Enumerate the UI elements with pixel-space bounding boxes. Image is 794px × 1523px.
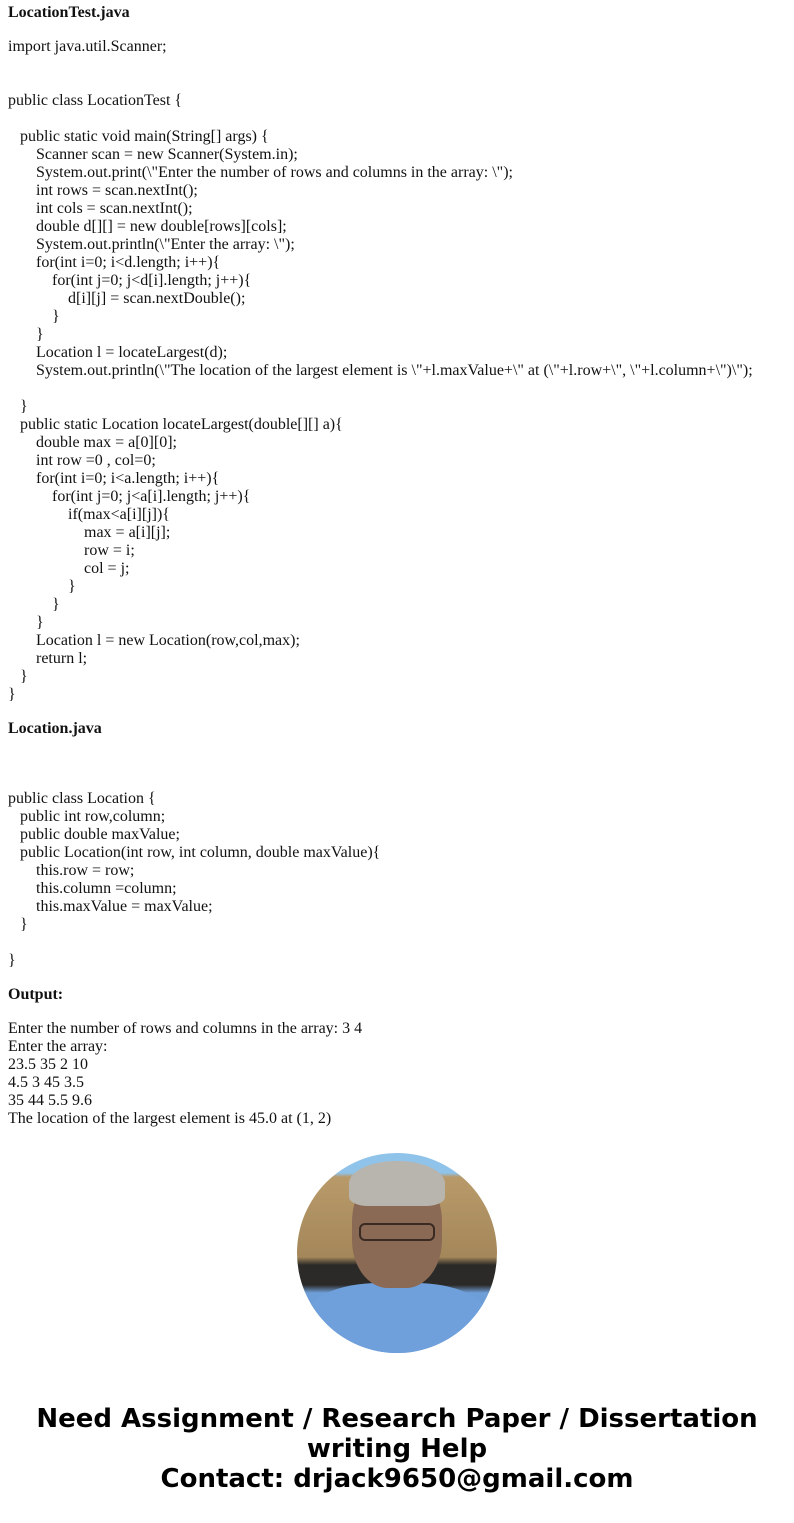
text-line (8, 56, 786, 74)
text-line: public double maxValue; (8, 826, 180, 843)
text-line (8, 380, 786, 398)
text-line: public static Location locateLargest(double[][] a){ (8, 416, 343, 433)
text-line: row = i; (8, 542, 135, 559)
avatar-shirt (307, 1283, 487, 1353)
text-line: 23.5 35 2 10 (8, 1056, 88, 1073)
avatar-glasses (359, 1223, 435, 1241)
text-line: import java.util.Scanner; (8, 38, 167, 55)
file-title-location: Location.java (8, 720, 102, 737)
text-line: int row =0 , col=0; (8, 452, 156, 469)
text-line: Enter the array: (8, 1038, 108, 1055)
output-title: Output: (8, 986, 64, 1003)
text-line: } (8, 952, 16, 969)
text-line: System.out.println(\"The location of the largest element is \"+l.maxValue+\" at (\"+l.row+\", \"+l.column+\")\"); (8, 362, 753, 379)
promo-line-1: Need Assignment / Research Paper / Dissertation (36, 1404, 758, 1434)
text-line: int rows = scan.nextInt(); (8, 182, 198, 199)
text-line: for(int i=0; i<d.length; i++){ (8, 254, 221, 271)
promo-line-2: writing Help (306, 1434, 488, 1464)
avatar (297, 1153, 497, 1353)
text-line: this.row = row; (8, 862, 135, 879)
text-line: } (8, 308, 60, 325)
text-line: } (8, 578, 76, 595)
text-line: } (8, 614, 44, 631)
promo-contact: Contact: drjack9650@gmail.com (160, 1464, 634, 1494)
text-line: public class LocationTest { (8, 92, 183, 109)
file-title-locationtest: LocationTest.java (8, 4, 130, 21)
text-line (8, 772, 786, 790)
text-line: Scanner scan = new Scanner(System.in); (8, 146, 298, 163)
text-line: double max = a[0][0]; (8, 434, 177, 451)
text-line: if(max<a[i][j]){ (8, 506, 170, 523)
text-line: col = j; (8, 560, 130, 577)
text-line: } (8, 398, 28, 415)
text-line: } (8, 596, 60, 613)
promo-banner (0, 1404, 794, 1494)
text-line: 35 44 5.5 9.6 (8, 1092, 92, 1109)
text-line: Location l = locateLargest(d); (8, 344, 228, 361)
text-line: int cols = scan.nextInt(); (8, 200, 193, 217)
text-line (8, 934, 786, 952)
code-block-locationtest (8, 38, 786, 704)
avatar-hair (349, 1161, 445, 1206)
text-line: System.out.print(\"Enter the number of rows and columns in the array: \"); (8, 164, 513, 181)
text-line (8, 754, 786, 772)
text-line (8, 110, 786, 128)
text-line: } (8, 326, 44, 343)
text-line: } (8, 916, 28, 933)
text-line: max = a[i][j]; (8, 524, 171, 541)
text-line: double d[][] = new double[rows][cols]; (8, 218, 287, 235)
text-line: return l; (8, 650, 88, 667)
text-line: this.column =column; (8, 880, 177, 897)
text-line: System.out.println(\"Enter the array: \"); (8, 236, 295, 253)
text-line: public Location(int row, int column, double maxValue){ (8, 844, 381, 861)
text-line: public static void main(String[] args) { (8, 128, 269, 145)
text-line: for(int i=0; i<a.length; i++){ (8, 470, 220, 487)
output-block (8, 1020, 786, 1128)
text-line: d[i][j] = scan.nextDouble(); (8, 290, 246, 307)
text-line: public int row,column; (8, 808, 166, 825)
text-line: this.maxValue = maxValue; (8, 898, 213, 915)
text-line: } (8, 668, 28, 685)
text-line: 4.5 3 45 3.5 (8, 1074, 84, 1091)
text-line: for(int j=0; j<a[i].length; j++){ (8, 488, 251, 505)
document-body (8, 4, 786, 1128)
text-line: for(int j=0; j<d[i].length; j++){ (8, 272, 252, 289)
text-line: Enter the number of rows and columns in the array: 3 4 (8, 1020, 363, 1037)
text-line: Location l = new Location(row,col,max); (8, 632, 300, 649)
text-line (8, 74, 786, 92)
code-block-location (8, 754, 786, 970)
text-line: public class Location { (8, 790, 156, 807)
text-line: The location of the largest element is 45.0 at (1, 2) (8, 1110, 332, 1127)
text-line: } (8, 686, 16, 703)
